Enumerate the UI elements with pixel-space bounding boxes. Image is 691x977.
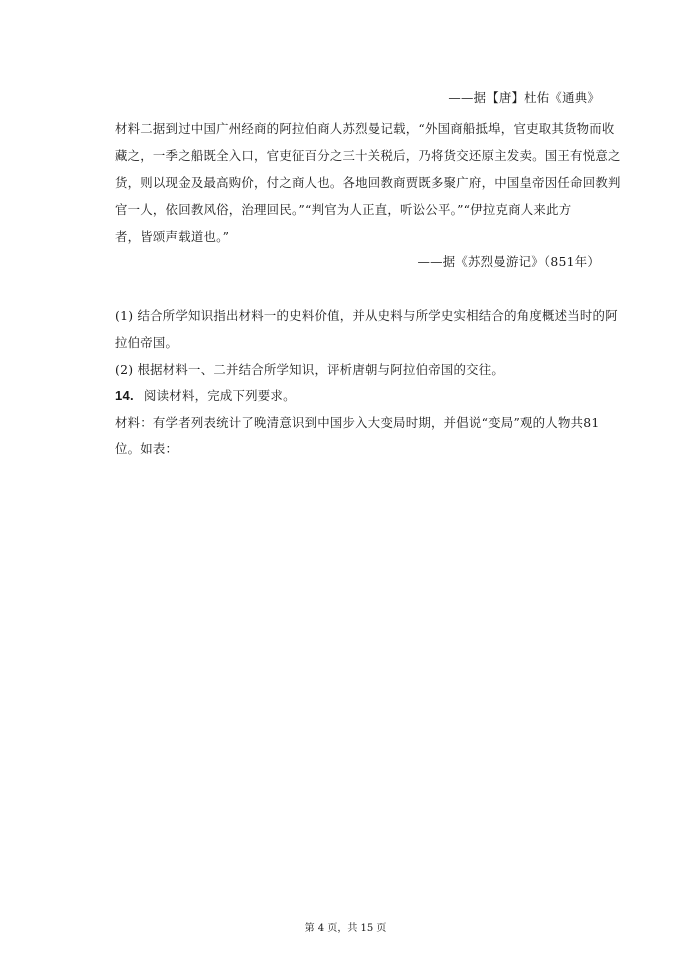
question-13-part-2: (2) 根据材料一、二并结合所学知识，评析唐朝与阿拉伯帝国的交往。 (115, 362, 505, 377)
material-2-line-3: 货，则以现金及最高购价，付之商人也。各地回教商贾既多聚广府，中国皇帝因任命回教判 (115, 175, 621, 190)
material-2-line-4: 官一人，依回教风俗，治理回民。”“判官为人正直，听讼公平。”“伊拉克商人来此方 (115, 202, 572, 217)
material-2-line-5: 者，皆颂声载道也。” (115, 229, 230, 244)
question-13-part-1-line-1: (1) 结合所学知识指出材料一的史料价值，并从史料与所学史实相结合的角度概述当时的阿 (115, 308, 618, 323)
question-14-heading (115, 388, 296, 404)
source-citation-1: ——据【唐】杜佑《通典》 (448, 90, 600, 105)
question-14-material-line-1: 材料：有学者列表统计了晚清意识到中国步入大变局时期，并倡说“变局”观的人物共81 (115, 415, 600, 430)
question-13-part-1-line-2: 拉伯帝国。 (115, 335, 179, 350)
page-footer: 第 4 页，共 15 页 (304, 923, 387, 934)
material-2-line-2: 藏之，一季之船既全入口，官吏征百分之三十关税后，乃将货交还原主发卖。国王有悦意之 (115, 148, 621, 163)
question-14-material-line-2: 位。如表： (115, 441, 179, 456)
question-14-prompt: 阅读材料，完成下列要求。 (144, 388, 296, 403)
material-2-line-1: 材料二据到过中国广州经商的阿拉伯商人苏烈曼记载，“外国商船抵埠，官吏取其货物而收 (115, 121, 615, 136)
source-citation-2: ——据《苏烈曼游记》（851年） (417, 254, 600, 269)
question-14-number: 14. (115, 388, 134, 403)
